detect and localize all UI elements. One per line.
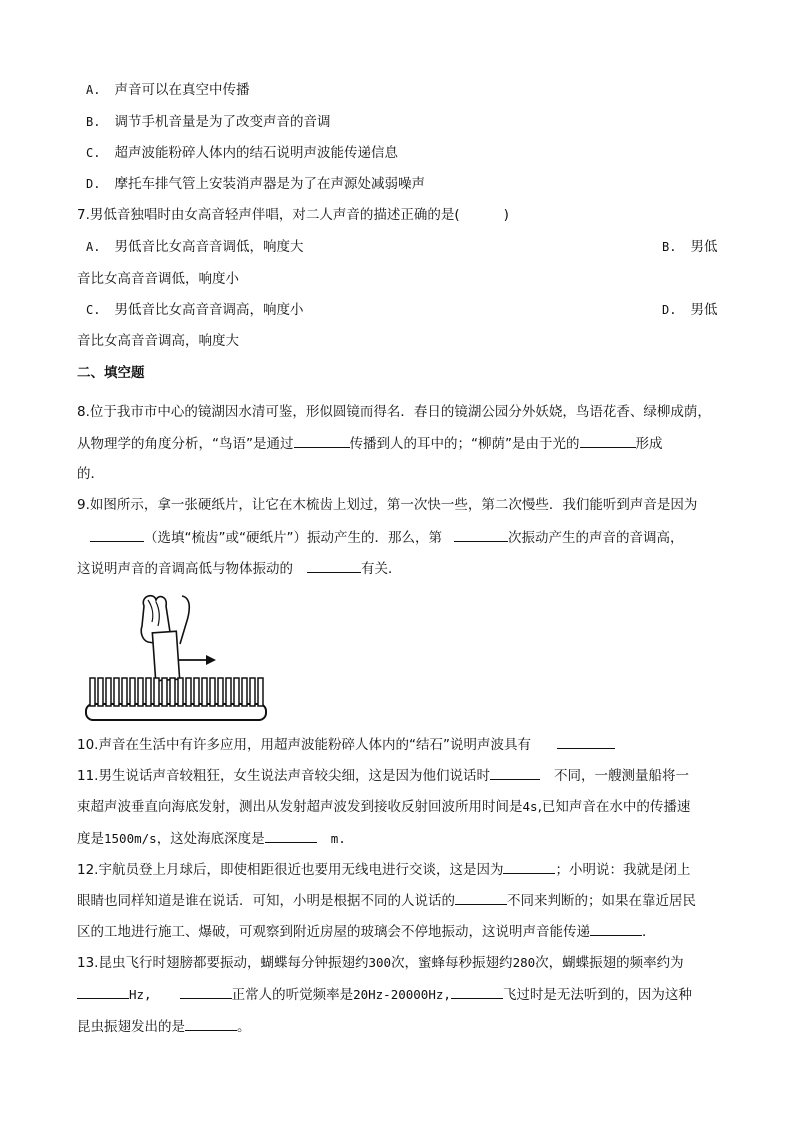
q13-line3 [77, 1016, 251, 1037]
option-text: 男低 [690, 302, 718, 318]
question-text: 。 [237, 1019, 251, 1035]
option-letter: B. [86, 115, 101, 129]
question-text: 区的工地进行施工、爆破，可观察到附近房屋的玻璃会不停地振动，这说明声音能传递 [77, 924, 590, 940]
q12-line2 [77, 890, 696, 911]
question-text: ；小明说：我就是闭上 [555, 862, 691, 878]
unit-label: m. [330, 831, 346, 846]
q9-line3 [77, 558, 402, 579]
question-text: ,已知声音在水中的传播速 [537, 799, 691, 815]
option-text: 摩托车排气管上安装消声器是为了在声源处减弱噪声 [114, 176, 425, 192]
question-text: 10.声音在生活中有许多应用，用超声波能粉碎人体内的“结石”说明声波具有 [77, 737, 531, 753]
q10-line [77, 734, 615, 755]
q8-line3: 的． [77, 466, 104, 482]
speed-value: 1500m/s [104, 831, 157, 846]
question-text: 这说明声音的音调高低与物体振动的 [77, 561, 293, 577]
q7-stem [77, 205, 509, 225]
answer-blank[interactable] [90, 527, 144, 542]
q9-line2 [90, 527, 683, 548]
question-text: 次振动产生的声音的音调高， [507, 530, 684, 546]
time-value: 4s [522, 799, 538, 814]
question-text: ． [642, 924, 656, 940]
question-text: 传播到人的耳中的；“柳荫”是由于光的 [349, 436, 580, 452]
answer-blank[interactable] [455, 890, 507, 905]
answer-blank[interactable] [490, 765, 540, 780]
option-letter: D. [662, 303, 677, 317]
q6-option-c [86, 143, 398, 163]
option-text: 超声波能粉碎人体内的结石说明声波能传递信息 [114, 145, 398, 161]
question-text: 飞过时是无法听到的，因为这种 [502, 987, 692, 1003]
arrow-head-icon [206, 655, 216, 665]
q11-line2 [77, 797, 690, 817]
q11-line1 [77, 765, 689, 786]
question-text: 7.男低音独唱时由女高音轻声伴唱，对二人声音的描述正确的是( [77, 207, 460, 223]
comb-card-figure [82, 592, 272, 724]
question-text: 形成 [635, 436, 663, 452]
question-text: ，这处海底深度是 [156, 831, 265, 847]
count-value: 300 [368, 955, 392, 970]
answer-blank[interactable] [185, 1016, 237, 1031]
q7-option-b-rest: 音比女高音音调低，响度小 [77, 271, 239, 287]
option-letter: A. [86, 83, 101, 97]
q9-line1: 9.如图所示，拿一张硬纸片，让它在木梳齿上划过，第一次快一些，第二次慢些．我们能听到声音是因为 [77, 497, 698, 513]
q12-line3 [77, 921, 656, 942]
answer-blank[interactable] [307, 558, 361, 573]
answer-blank[interactable] [590, 921, 642, 936]
answer-blank[interactable] [580, 433, 636, 448]
option-letter: A. [86, 240, 101, 254]
option-letter: D. [86, 177, 101, 191]
unit-label: Hz, [129, 987, 152, 1002]
question-text: 13.昆虫飞行时翅膀都要振动，蝴蝶每分钟振翅约 [77, 955, 369, 971]
frequency-range: 20Hz-20000Hz, [353, 987, 451, 1002]
option-letter: C. [86, 303, 101, 317]
question-text: （选填“梳齿”或“硬纸片”）振动产生的．那么，第 [144, 530, 442, 546]
answer-blank[interactable] [454, 527, 508, 542]
option-text: 声音可以在真空中传播 [114, 82, 250, 98]
q7-option-d-rest: 音比女高音音调高，响度大 [77, 333, 239, 349]
question-text: 11.男生说话声音较粗狂，女生说法声音较尖细，这是因为他们说话时 [77, 768, 490, 784]
q8-line2 [77, 433, 663, 454]
question-text: 昆虫振翅发出的是 [77, 1019, 185, 1035]
section-heading: 二、填空题 [77, 365, 145, 381]
question-text: 12.宇航员登上月球后，即使相距很近也要用无线电进行交谈，这是因为 [77, 862, 504, 878]
question-text: 次，蝴蝶振翅的频率约为 [535, 955, 684, 971]
option-letter: B. [662, 240, 677, 254]
question-text: 有关． [361, 561, 402, 577]
option-letter: C. [86, 146, 101, 160]
comb-teeth [90, 678, 263, 706]
q6-option-b [86, 112, 330, 132]
q12-line1 [77, 859, 690, 880]
q6-option-a [86, 80, 249, 100]
q7-option-c [86, 300, 303, 320]
question-text: ) [503, 207, 509, 223]
cardboard-piece [152, 631, 179, 681]
question-text: 正常人的听觉频率是 [231, 987, 354, 1003]
q13-line2 [77, 984, 692, 1005]
answer-blank[interactable] [294, 433, 350, 448]
q7-option-d-start [662, 300, 717, 320]
option-text: 男低 [690, 239, 718, 255]
q8-line1: 8.位于我市市中心的镜湖因水清可鉴，形似圆镜而得名．春日的镜湖公园分外妖娆，鸟语花香、绿柳成荫， [77, 404, 711, 420]
q7-option-b-start [662, 237, 717, 257]
option-text: 男低音比女高音音调低，响度大 [114, 239, 304, 255]
q6-option-d [86, 174, 425, 194]
answer-blank[interactable] [557, 734, 615, 749]
option-text: 调节手机音量是为了改变声音的音调 [114, 114, 331, 130]
q7-option-a [86, 237, 303, 257]
question-text: 不同，一艘测量船将一 [553, 768, 689, 784]
question-text: 从物理学的角度分析，“鸟语”是通过 [77, 436, 294, 452]
question-text: 束超声波垂直向海底发射，测出从发射超声波发到接收反射回波所用时间是 [77, 799, 523, 815]
answer-blank[interactable] [503, 859, 555, 874]
option-text: 男低音比女高音音调高，响度小 [114, 302, 304, 318]
question-text: 度是 [77, 831, 104, 847]
answer-blank[interactable] [265, 828, 317, 843]
answer-blank[interactable] [180, 984, 232, 999]
answer-blank[interactable] [77, 984, 129, 999]
q11-line3 [77, 828, 346, 849]
count-value: 280 [512, 955, 536, 970]
question-text: 次，蜜蜂每秒振翅约 [391, 955, 513, 971]
question-text: 不同来判断的；如果在靠近居民 [507, 893, 696, 909]
q13-line1 [77, 953, 684, 973]
question-text: 眼睛也同样知道是谁在说话．可知，小明是根据不同的人说话的 [77, 893, 455, 909]
answer-blank[interactable] [451, 984, 503, 999]
